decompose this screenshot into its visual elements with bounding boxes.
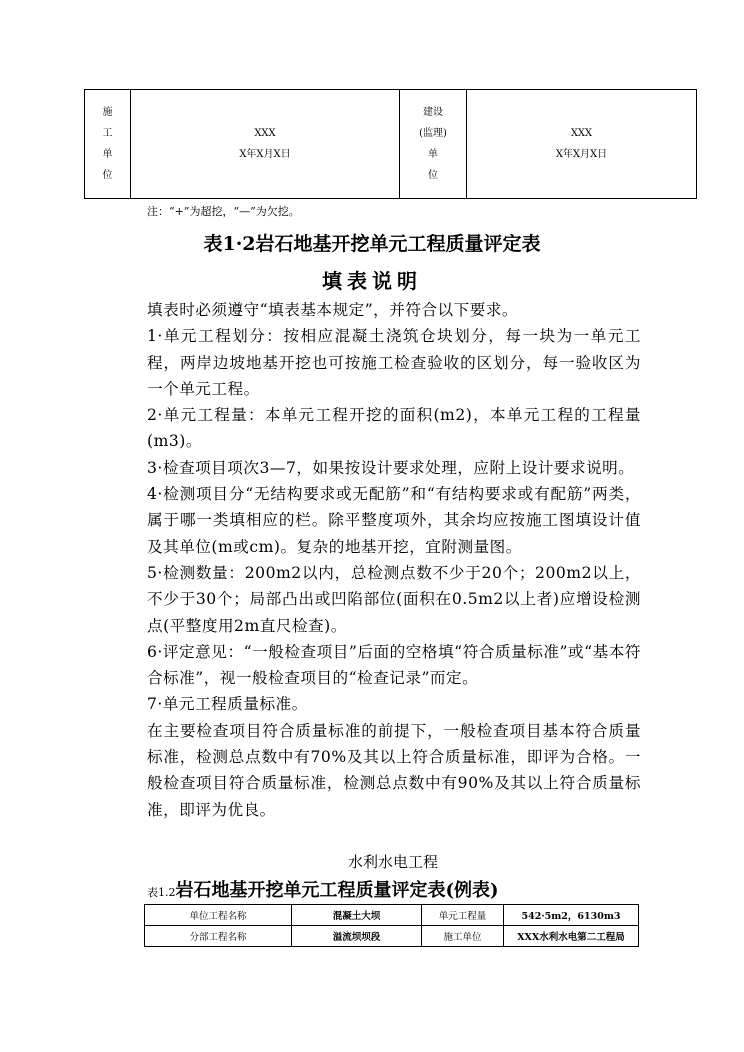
signature-table — [84, 89, 697, 199]
example-table-title — [147, 876, 499, 902]
supervisor-label: 建设 (监理) 单 位 — [400, 90, 467, 199]
instructions-body — [147, 297, 641, 823]
contractor-signature-cell — [131, 90, 400, 199]
table-note: 注：“+”为超挖，“—”为欠挖。 — [147, 205, 300, 218]
contractor-name: XXX — [254, 128, 276, 139]
table-cell: XXX水利水电第二工程局 — [504, 926, 639, 947]
table-cell: 施工单位 — [422, 926, 504, 947]
supervisor-name: XXX — [570, 128, 593, 139]
table-row — [145, 905, 639, 926]
table-row — [145, 926, 639, 947]
paragraph: 1·单元工程划分：按相应混凝土浇筑仓块划分，每一块为一单元工程，两岸边坡地基开挖也可按施工检查验收的区划分，每一验收区为一个单元工程。 — [147, 327, 641, 398]
paragraph: 7·单元工程质量标准。 — [147, 695, 308, 714]
supervisor-signature-cell — [467, 90, 697, 199]
paragraph: 5·检测数量：200m2以内，总检测点数不少于20个；200m2以上，不少于30个；局部凸出或凹陷部位(面积在0.5m2以上者)应增设检测点(平整度用2m直尺检查)。 — [147, 563, 641, 635]
paragraph: 2·单元工程量：本单元工程开挖的面积(m2)，本单元工程的工程量(m3)。 — [147, 406, 641, 451]
table-cell: 溢流坝坝段 — [292, 926, 422, 947]
table-cell: 542·5m2，6130m3 — [504, 905, 639, 926]
table-cell: 单元工程量 — [422, 905, 504, 926]
org-heading: 水利水电工程 — [347, 853, 438, 871]
paragraph: 3·检查项目项次3—7，如果按设计要求处理，应附上设计要求说明。 — [147, 458, 635, 477]
supervisor-date: X年X月X日 — [555, 149, 608, 160]
paragraph: 4·检测项目分“无结构要求或无配筋”和“有结构要求或有配筋”两类，属于哪一类填相应的栏。除平整度项外，其余均应按施工图填设计值及其单位(m或cm)。复杂的地基开挖，宜附测量图。 — [147, 485, 641, 556]
table-cell: 混凝土大坝 — [292, 905, 422, 926]
table-cell: 分部工程名称 — [145, 926, 292, 947]
section-heading: 填表说明 — [322, 269, 422, 293]
paragraph: 填表时必须遵守“填表基本规定”，并符合以下要求。 — [147, 301, 519, 319]
contractor-label: 施 工 单 位 — [85, 90, 131, 199]
paragraph: 6·评定意见：“一般检查项目”后面的空格填“符合质量标准”或“基本符合标准”，视一般检查项目的“检查记录”而定。 — [147, 642, 641, 688]
paragraph: 在主要检查项目符合质量标准的前提下，一般检查项目基本符合质量标准，检测总点数中有70%及其以上符合质量标准，即评为合格。一般检查项目符合质量标准，检测总点数中有90%及其以上符合质量标准，即评为优良。 — [147, 721, 641, 819]
page-title: 表1·2岩石地基开挖单元工程质量评定表 — [203, 233, 541, 255]
example-title-prefix: 表1.2 — [147, 886, 176, 899]
example-table — [144, 904, 639, 947]
example-title-text: 岩石地基开挖单元工程质量评定表(例表) — [175, 880, 499, 901]
table-cell: 单位工程名称 — [145, 905, 292, 926]
contractor-date: X年X月X日 — [239, 149, 291, 160]
